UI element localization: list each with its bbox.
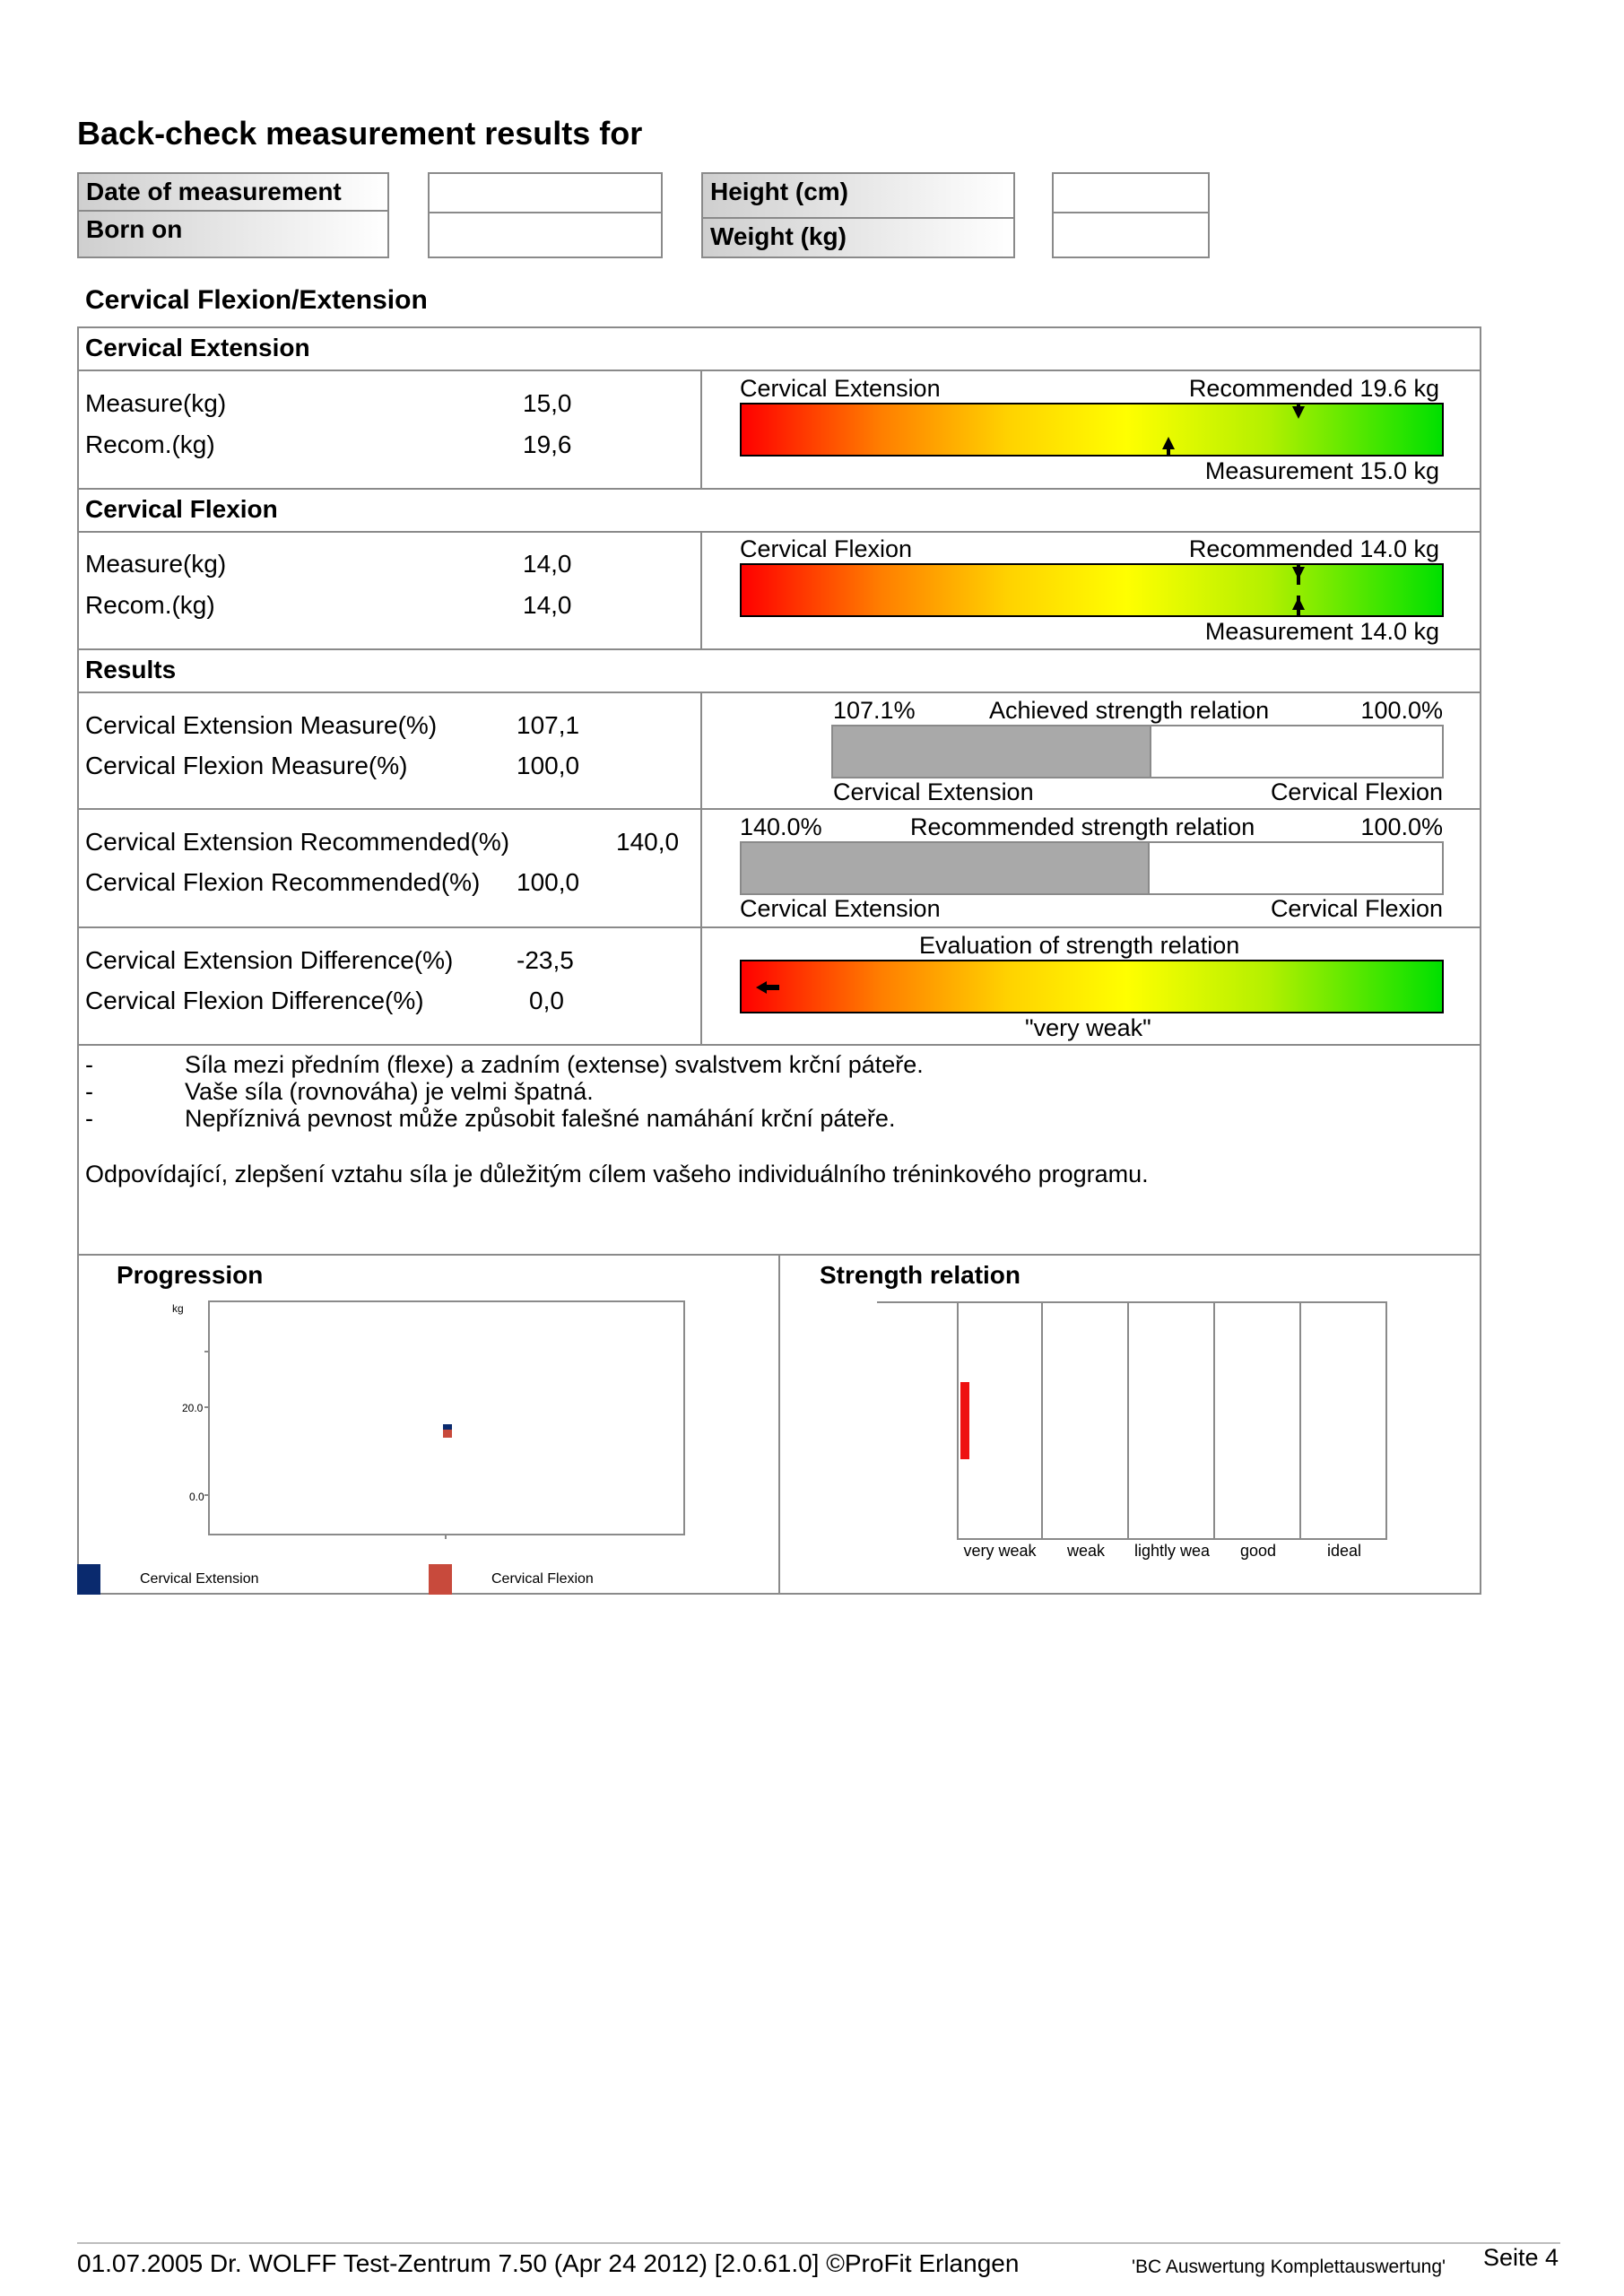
flex-rec-pct-label: Cervical Flexion Recommended(%) — [85, 868, 481, 896]
legend-flexion-swatch — [429, 1564, 452, 1595]
progression-tick-high: 20.0 — [182, 1402, 204, 1414]
strength-relation-column — [957, 1301, 1043, 1540]
footer-middle: 'BC Auswertung Komplettauswertung' — [1132, 2257, 1446, 2277]
strength-relation-category-label: weak — [1066, 1542, 1106, 1560]
strength-relation-category-label: lightly wea — [1133, 1542, 1211, 1560]
flexion-measure-value: 14,0 — [523, 550, 572, 578]
achieved-bottom-right: Cervical Flexion — [1270, 778, 1443, 805]
ext-rec-pct-value: 140,0 — [616, 828, 680, 856]
section-title: Cervical Flexion/Extension — [85, 285, 428, 315]
note-dash-1: - — [85, 1051, 93, 1078]
progression-title: Progression — [117, 1261, 264, 1289]
flexion-gauge-measurement: Measurement 14.0 kg — [1204, 618, 1439, 645]
strength-relation-column — [1129, 1301, 1215, 1540]
evaluation-arrow-stem — [765, 985, 779, 990]
extension-gauge — [740, 403, 1444, 457]
eval-title: Evaluation of strength relation — [919, 932, 1240, 959]
rec-bottom-right: Cervical Flexion — [1270, 895, 1443, 922]
note-bullet-1: Síla mezi předním (flexe) a zadním (extense) svalstvem krční páteře. — [185, 1051, 924, 1078]
strength-relation-title: Strength relation — [820, 1261, 1021, 1289]
height-weight-values — [1052, 172, 1210, 258]
extension-recom-label: Recom.(kg) — [85, 430, 215, 458]
page-title: Back-check measurement results for — [77, 115, 643, 152]
progression-flexion-mark — [443, 1430, 452, 1438]
flex-measure-pct-value: 100,0 — [517, 752, 580, 779]
ext-diff-label: Cervical Extension Difference(%) — [85, 946, 454, 974]
achieved-relation-bar — [831, 725, 1444, 778]
results-header: Results — [85, 656, 177, 683]
extension-recom-value: 19,6 — [523, 430, 572, 458]
achieved-right-pct: 100.0% — [1360, 697, 1443, 724]
flexion-measure-label: Measure(kg) — [85, 550, 227, 578]
extension-recommended-stem — [1297, 404, 1300, 412]
flex-diff-value: 0,0 — [529, 987, 564, 1014]
achieved-relation-fill — [833, 726, 1151, 777]
strength-relation-top-rule — [877, 1301, 958, 1303]
strength-relation-category-label: very weak — [963, 1542, 1037, 1560]
flexion-gauge — [740, 563, 1444, 617]
ext-measure-pct-label: Cervical Extension Measure(%) — [85, 711, 438, 739]
ext-measure-pct-value: 107,1 — [517, 711, 580, 739]
legend-extension-swatch — [77, 1564, 100, 1595]
extension-gauge-measurement: Measurement 15.0 kg — [1204, 457, 1439, 484]
extension-measurement-stem — [1167, 446, 1170, 455]
progression-unit: kg — [172, 1302, 184, 1315]
height-label: Height (cm) — [701, 172, 1015, 219]
rec-bottom-left: Cervical Extension — [740, 895, 941, 922]
extension-gauge-title: Cervical Extension — [740, 375, 941, 402]
rec-right-pct: 100.0% — [1360, 813, 1443, 840]
footer-left: 01.07.2005 Dr. WOLFF Test-Zentrum 7.50 (Apr 24 2012) [2.0.61.0] ©ProFit Erlangen — [77, 2249, 1020, 2277]
born-label: Born on — [77, 210, 389, 258]
flexion-header: Cervical Flexion — [85, 495, 278, 523]
flexion-measurement-stem — [1297, 596, 1300, 615]
recommended-relation-bar — [740, 841, 1444, 895]
strength-relation-marker — [960, 1382, 969, 1459]
footer-rule — [77, 2242, 1560, 2244]
achieved-title: Achieved strength relation — [989, 697, 1270, 724]
strength-relation-category-label: ideal — [1326, 1542, 1362, 1560]
achieved-left-pct: 107.1% — [833, 697, 916, 724]
flexion-recom-label: Recom.(kg) — [85, 591, 215, 619]
strength-relation-category-label: good — [1239, 1542, 1277, 1560]
extension-measure-label: Measure(kg) — [85, 389, 227, 417]
recommended-relation-fill — [742, 843, 1150, 893]
flexion-recom-value: 14,0 — [523, 591, 572, 619]
date-label: Date of measurement — [77, 172, 389, 212]
rec-title: Recommended strength relation — [910, 813, 1255, 840]
notes-bullets — [185, 1051, 924, 1132]
legend-extension-label: Cervical Extension — [140, 1571, 259, 1587]
extension-header: Cervical Extension — [85, 334, 310, 361]
extension-gauge-recommended: Recommended 19.6 kg — [1188, 375, 1439, 402]
notes-summary: Odpovídající, zlepšení vztahu síla je důležitým cílem vašeho individuálního tréninkového programu. — [85, 1161, 1149, 1187]
footer-page: Seite 4 — [1483, 2244, 1559, 2271]
weight-label: Weight (kg) — [701, 217, 1015, 258]
note-bullet-2: Vaše síla (rovnováha) je velmi špatná. — [185, 1078, 594, 1105]
strength-relation-plot-area — [957, 1301, 1386, 1560]
progression-tick-low: 0.0 — [189, 1491, 204, 1503]
note-dash-2: - — [85, 1078, 93, 1105]
flexion-gauge-title: Cervical Flexion — [740, 535, 913, 562]
notes-dashes — [85, 1051, 93, 1132]
note-dash-3: - — [85, 1105, 93, 1132]
ext-rec-pct-label: Cervical Extension Recommended(%) — [85, 828, 510, 856]
progression-plot-area — [208, 1300, 685, 1535]
legend-flexion-label: Cervical Flexion — [491, 1571, 594, 1587]
rec-left-pct: 140.0% — [740, 813, 822, 840]
ext-diff-value: -23,5 — [517, 946, 574, 974]
date-born-values — [428, 172, 663, 258]
flex-rec-pct-value: 100,0 — [517, 868, 580, 896]
note-bullet-3: Nepříznivá pevnost může způsobit falešné namáhání krční páteře. — [185, 1105, 896, 1132]
strength-relation-column — [1215, 1301, 1301, 1540]
eval-result: "very weak" — [1025, 1014, 1151, 1041]
flex-diff-label: Cervical Flexion Difference(%) — [85, 987, 424, 1014]
strength-relation-column — [1043, 1301, 1129, 1540]
flexion-gauge-recommended: Recommended 14.0 kg — [1188, 535, 1439, 562]
achieved-bottom-left: Cervical Extension — [833, 778, 1034, 805]
flexion-recommended-stem — [1297, 565, 1300, 585]
strength-relation-column — [1301, 1301, 1387, 1540]
extension-measure-value: 15,0 — [523, 389, 572, 417]
evaluation-gauge — [740, 960, 1444, 1013]
flex-measure-pct-label: Cervical Flexion Measure(%) — [85, 752, 408, 779]
